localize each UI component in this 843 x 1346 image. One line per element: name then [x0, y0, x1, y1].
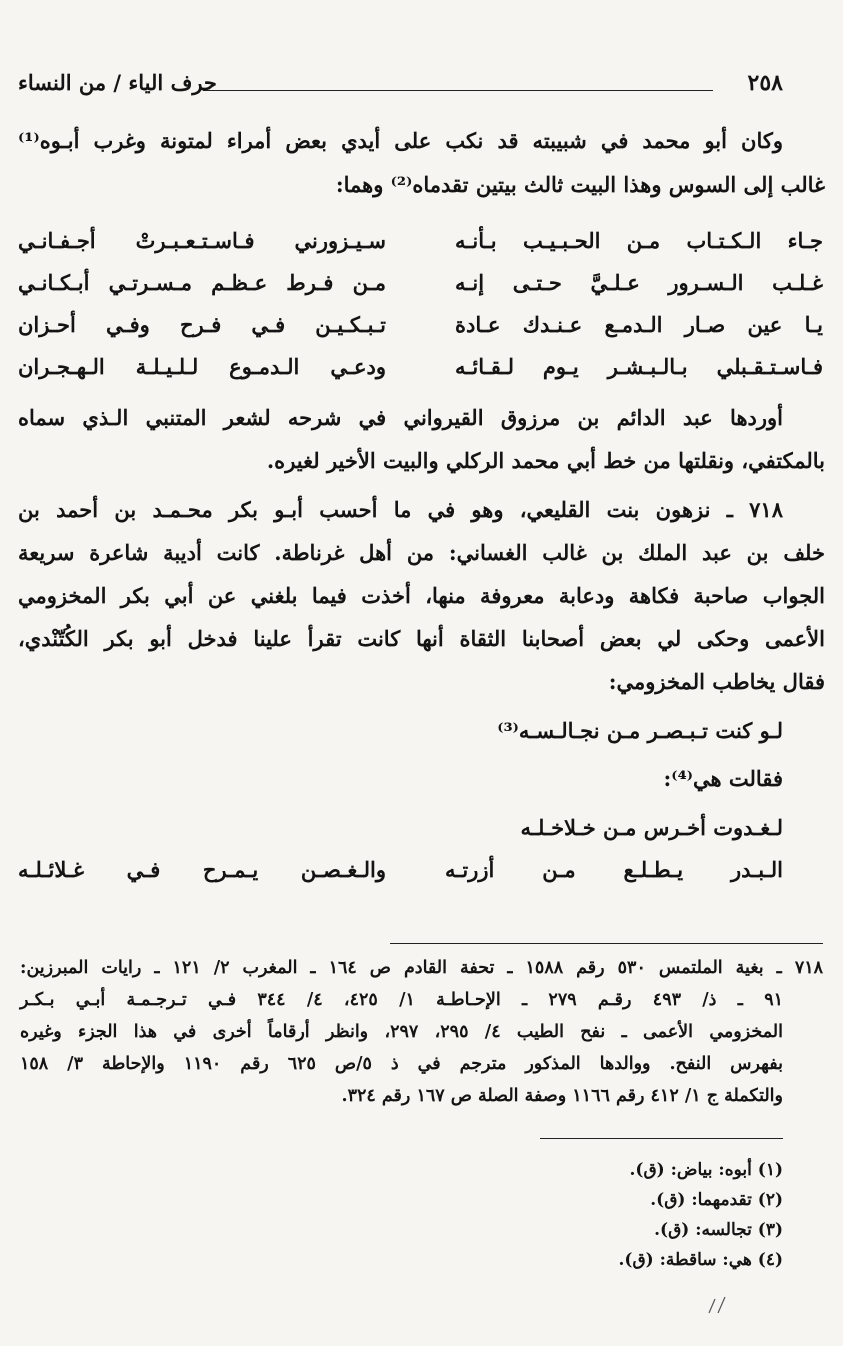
- verse-single: لـو كنت تـبـصـر مـن نجـالـسـه⁽³⁾: [497, 718, 783, 743]
- she-said-line: فقالت هي⁽⁴⁾:: [663, 766, 783, 791]
- verse-first-hemistich: جـاء الـكـتـاب مـن الحـبـيـب بـأنـه: [455, 228, 823, 253]
- footnote-rule: [390, 943, 823, 944]
- verse-line: [18, 354, 823, 384]
- verse-line: [18, 857, 823, 887]
- footnote-line: ٩١ ـ ذ/ ٤٩٣ رقـم ٢٧٩ ـ الإحـاطـة ١/ ٤٢٥، ٤/ ٣٤٤ فـي تـرجـمـة أبـي بـكـر: [20, 990, 783, 1010]
- verse-second-hemistich: ودعـي الـدمـوع لـلـيـلـة الـهـجـران: [18, 354, 386, 379]
- footnote-line: ٧١٨ ـ بغية الملتمس ٥٣٠ رقم ١٥٨٨ ـ تحفة القادم ص ١٦٤ ـ المغرب ٢/ ١٢١ ـ رايات المبرزين:: [20, 958, 824, 978]
- critical-note: (٤) هي: ساقطة: (ق).: [618, 1250, 783, 1270]
- footnote-line: بفهرس النفح. ووالدها المذكور مترجم في ذ ٥/ص ٦٢٥ رقم ١١٩٠ والإحاطة ٣/ ١٥٨: [20, 1054, 783, 1074]
- verse-line: [18, 312, 823, 342]
- header-rule: [203, 90, 713, 91]
- running-title: حرف الياء / من النساء: [18, 70, 217, 95]
- critical-note: (١) أبوه: بياض: (ق).: [629, 1160, 783, 1180]
- verse-second-hemistich: والـغـصـن يـمـرح فـي غـلائـلـه: [18, 857, 386, 882]
- entry-line: ٧١٨ ـ نزهون بنت القليعي، وهو في ما أحسب أبـو بكر محـمـد بن أحمد بن: [18, 497, 783, 522]
- verse-first-hemistich: فـاسـتـقـبلي بـالـبـشـر يـوم لـقـائـه: [455, 354, 823, 379]
- verse-line: [18, 228, 823, 258]
- critical-note: (٣) تجالسه: (ق).: [654, 1220, 783, 1240]
- verse-first-hemistich: يـا عين صـار الـدمـع عـنـدك عـادة: [455, 312, 823, 337]
- entry-line: الجواب صاحبة فكاهة ودعابة معروفة منها، أخذت فيما بلغني عن أبي بكر المخزومي: [18, 583, 825, 608]
- notes-rule: [540, 1138, 783, 1139]
- verse-second-hemistich: سـيـزورني فـاسـتـعـبـرتْ أجـفـانـي: [18, 228, 386, 253]
- critical-note: (٢) تقدمهما: (ق).: [650, 1190, 783, 1210]
- entry-line: الأعمى وحكى لي بعض أصحابنا الثقاة أنها كانت تقرأ علينا فدخل أبو بكر الكُتّنْدي،: [18, 626, 825, 651]
- footnote-line: المخزومي الأعمى ـ نفح الطيب ٤/ ٢٩٥، ٢٩٧، وانظر أرقاماً أخرى في هذا الجزء وغيره: [20, 1022, 783, 1042]
- entry-line: خلف بن عبد الملك بن غالب الغساني: من أهل غرناطة. كانت أديبة شاعرة سريعة: [18, 540, 825, 565]
- verse-single: لـغـدوت أخـرس مـن خـلاخـلـه: [520, 815, 783, 840]
- paragraph-line: غالب إلى السوس وهذا البيت ثالث بيتين تقدماه⁽²⁾ وهما:: [335, 172, 825, 197]
- verse-line: [18, 270, 823, 300]
- page-number: ٢٥٨: [747, 70, 783, 96]
- pen-mark: [705, 1296, 731, 1314]
- paragraph-line: بالمكتفي، ونقلتها من خط أبي محمد الركلي والبيت الأخير لغيره.: [266, 448, 825, 473]
- entry-line: فقال يخاطب المخزومي:: [608, 669, 825, 694]
- footnote-line: والتكملة ج ١/ ٤١٢ رقم ١١٦٦ وصفة الصلة ص ١٦٧ رقم ٣٢٤.: [341, 1086, 783, 1106]
- verse-first-hemistich: الـبـدر يـطـلـع مـن أزرتـه: [445, 857, 783, 882]
- verse-second-hemistich: تـبـكـيـن فـي فـرح وفـي أحـزان: [18, 312, 386, 337]
- paragraph-line: وكان أبو محمد في شبيبته قد نكب على أيدي بعض أمراء لمتونة وغرب أبـوه⁽¹⁾: [18, 128, 783, 153]
- page-header: [18, 70, 783, 106]
- verse-second-hemistich: مـن فـرط عـظـم مـسـرتـي أبـكـانـي: [18, 270, 386, 295]
- paragraph-line: أوردها عبد الدائم بن مرزوق القيرواني في شرحه لشعر المتنبي الـذي سماه: [18, 405, 783, 430]
- verse-first-hemistich: غـلـب الـسـرور عـلـيَّ حـتـى إنـه: [455, 270, 823, 295]
